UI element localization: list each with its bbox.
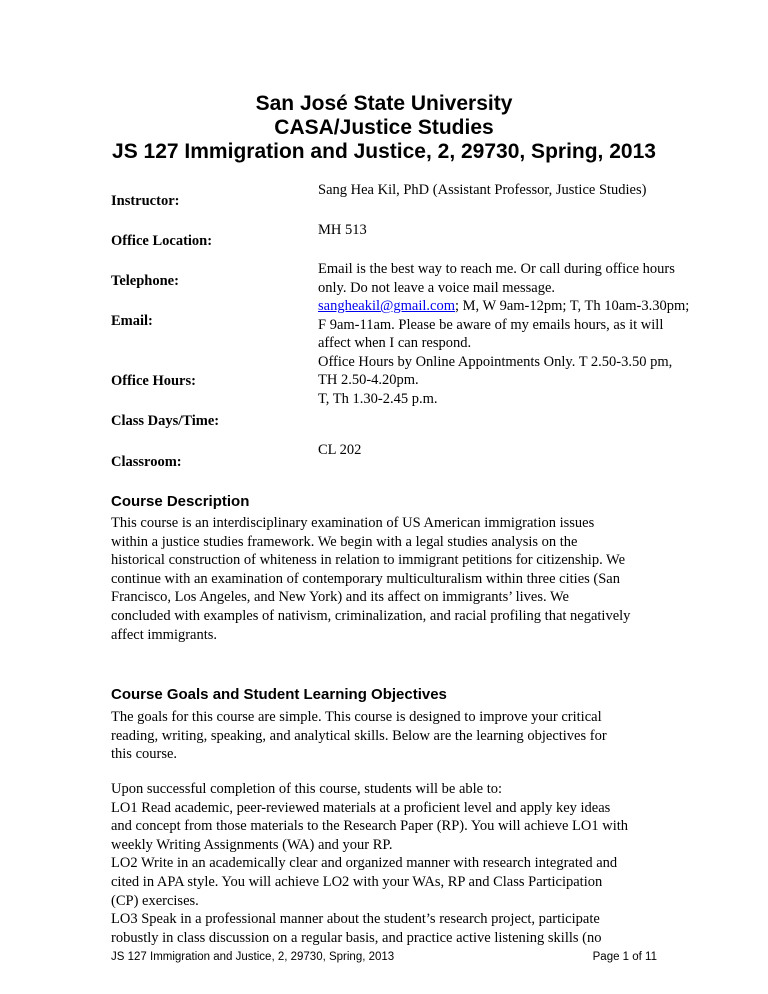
office-location-value: MH 513: [318, 222, 367, 238]
class-days-label: Class Days/Time:: [111, 413, 220, 429]
instructor-value: Sang Hea Kil, PhD (Assistant Professor, Justice Studies): [318, 182, 647, 198]
instructor-label: Instructor:: [111, 193, 180, 209]
paragraph-line: LO1 Read academic, peer-reviewed materials at a proficient level and apply key ideas: [111, 799, 611, 816]
email-hours-text: ; M, W 9am-12pm; T, Th 10am-3.30pm;: [454, 298, 690, 314]
paragraph-line: robustly in class discussion on a regular basis, and practice active listening skills (no: [111, 929, 602, 946]
paragraph-line: LO3 Speak in a professional manner about the student’s research project, participate: [111, 911, 600, 928]
telephone-label: Telephone:: [111, 273, 179, 289]
paragraph-line: LO2 Write in an academically clear and organized manner with research integrated and: [111, 855, 618, 872]
department-title: CASA/Justice Studies: [274, 116, 494, 139]
learning-objectives: [111, 780, 671, 947]
paragraph-line: historical construction of whiteness in relation to immigrant petitions for citizenship. We: [111, 552, 626, 569]
paragraph-line: (CP) exercises.: [111, 892, 199, 909]
course-title: JS 127 Immigration and Justice, 2, 29730, Spring, 2013: [112, 140, 656, 163]
paragraph-line: Francisco, Los Angeles, and New York) and its affect on immigrants’ lives. We: [111, 589, 569, 606]
contact-line: Email is the best way to reach me. Or call during office hours: [318, 261, 675, 277]
paragraph-line: Upon successful completion of this course, students will be able to:: [111, 781, 503, 797]
contact-details: [318, 260, 718, 408]
contact-line: only. Do not leave a voice mail message.: [318, 279, 556, 296]
footer-course: JS 127 Immigration and Justice, 2, 29730, Spring, 2013: [111, 951, 395, 963]
email-link[interactable]: sangheakil@gmail.com: [318, 298, 455, 314]
class-time-value: T, Th 1.30-2.45 p.m.: [318, 390, 438, 407]
classroom-value: CL 202: [318, 442, 362, 458]
paragraph-line: within a justice studies framework. We begin with a legal studies analysis on the: [111, 533, 578, 550]
office-hours-label: Office Hours:: [111, 373, 196, 389]
paragraph-line: this course.: [111, 746, 178, 763]
course-description-text: [111, 514, 671, 644]
paragraph-line: affect immigrants.: [111, 626, 218, 643]
email-label: Email:: [111, 313, 153, 329]
office-location-label: Office Location:: [111, 233, 213, 249]
paragraph-line: continue with an examination of contemporary multiculturalism within three cities (San: [111, 570, 620, 587]
paragraph-line: reading, writing, speaking, and analytical skills. Below are the learning objectives for: [111, 727, 607, 744]
course-goals-intro: [111, 708, 671, 764]
email-hours-line: [318, 297, 718, 316]
office-hours-line: TH 2.50-4.20pm.: [318, 372, 419, 388]
paragraph-line: The goals for this course are simple. This course is designed to improve your critical: [111, 709, 602, 725]
paragraph-line: This course is an interdisciplinary examination of US American immigration issues: [111, 515, 595, 531]
office-hours-line: Office Hours by Online Appointments Only. T 2.50-3.50 pm,: [318, 353, 673, 370]
email-note-line: F 9am-11am. Please be aware of my emails hours, as it will: [318, 316, 664, 333]
paragraph-line: and concept from those materials to the Research Paper (RP). You will achieve LO1 with: [111, 818, 629, 835]
university-title: San José State University: [255, 92, 513, 115]
paragraph-line: cited in APA style. You will achieve LO2 with your WAs, RP and Class Participation: [111, 873, 603, 890]
paragraph-line: concluded with examples of nativism, criminalization, and racial profiling that negatively: [111, 607, 631, 624]
classroom-label: Classroom:: [111, 454, 182, 470]
footer-page-number: Page 1 of 11: [592, 951, 657, 963]
course-goals-heading: Course Goals and Student Learning Objectives: [111, 686, 447, 703]
paragraph-line: weekly Writing Assignments (WA) and your RP.: [111, 836, 393, 853]
email-note-line: affect when I can respond.: [318, 335, 472, 351]
course-description-heading: Course Description: [111, 493, 250, 510]
